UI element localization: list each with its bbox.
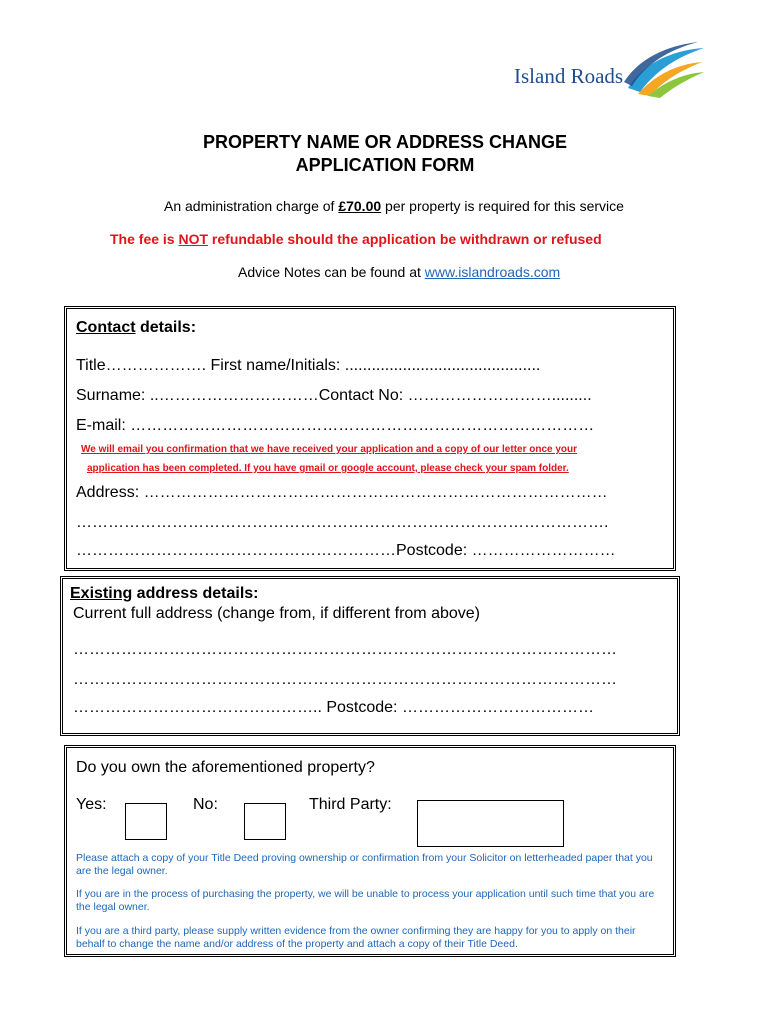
address-postcode-field[interactable]: ……………………………………………………Postcode: ………………………	[76, 542, 616, 559]
existing-address-section	[60, 576, 680, 736]
charge-statement	[164, 198, 624, 214]
advice-text: Advice Notes can be found at	[238, 264, 425, 280]
ownership-note-deed: Please attach a copy of your Title Deed proving ownership or confirmation from your Solicitor on letterheaded paper that you are the legal owner.	[76, 852, 653, 877]
existing-heading-rest: address details:	[132, 585, 259, 602]
contact-heading-rest: details:	[135, 319, 197, 336]
existing-address-line2[interactable]: …………………………………………………………………………………………	[73, 671, 617, 688]
fee-text: The fee is	[110, 231, 179, 247]
no-checkbox[interactable]	[244, 803, 286, 840]
logo-swoosh-icon	[624, 42, 706, 100]
ownership-note-third-party: If you are a third party, please supply written evidence from the owner confirming they are happy for you to apply on their behalf to change the name and/or address of the property and attach a copy of their Title Deed.	[76, 925, 636, 950]
fee-not: NOT	[178, 231, 209, 247]
email-warning-line2: application has been completed. If you have gmail or google account, please check your spam folder.	[87, 463, 569, 474]
address-field-line1[interactable]: Address: ……………………………………………………………………………	[76, 484, 608, 501]
charge-text-end: per property is required for this service	[381, 198, 624, 214]
ownership-note-purchasing: If you are in the process of purchasing the property, we will be unable to process your application until such time that you are the legal owner.	[76, 888, 655, 913]
existing-postcode-field[interactable]: ……………………………………….. Postcode: ………………………………	[73, 699, 594, 716]
yes-checkbox[interactable]	[125, 803, 167, 840]
existing-subheading: Current full address (change from, if different from above)	[73, 605, 480, 622]
fee-text-end: refundable should the application be withdrawn or refused	[208, 231, 602, 247]
third-party-label: Third Party:	[309, 796, 392, 813]
website-link[interactable]: www.islandroads.com	[424, 264, 561, 280]
form-title-line2: APPLICATION FORM	[295, 155, 475, 175]
surname-contact-field[interactable]: Surname: ..…………………………Contact No: ……………………….........	[76, 387, 592, 404]
ownership-question: Do you own the aforementioned property?	[76, 759, 375, 776]
email-field[interactable]: E-mail: ……………………………………………………………………………	[76, 417, 595, 434]
fee-warning	[110, 231, 602, 247]
contact-heading	[76, 319, 196, 337]
no-label: No:	[193, 796, 218, 813]
logo-brand-text: Island Roads	[514, 64, 624, 88]
address-field-line2[interactable]: ……………………………………………………………………………………….	[76, 514, 609, 531]
yes-label: Yes:	[76, 796, 107, 813]
charge-amount: £70.00	[338, 198, 382, 214]
contact-heading-underlined: Contact	[76, 319, 136, 336]
advice-notes	[238, 264, 560, 280]
third-party-box[interactable]	[417, 800, 564, 847]
title-name-field[interactable]: Title………………. First name/Initials: ............................................	[76, 357, 541, 374]
existing-heading-underlined: Existing	[70, 585, 133, 602]
existing-heading	[70, 585, 259, 603]
ownership-section	[64, 745, 676, 957]
form-title-line1: PROPERTY NAME OR ADDRESS CHANGE	[202, 132, 568, 152]
existing-address-line1[interactable]: …………………………………………………………………………………………	[73, 641, 617, 658]
charge-text: An administration charge of	[164, 198, 339, 214]
contact-details-section	[64, 306, 676, 571]
email-warning-line1: We will email you confirmation that we have received your application and a copy of our letter once your	[81, 444, 578, 455]
